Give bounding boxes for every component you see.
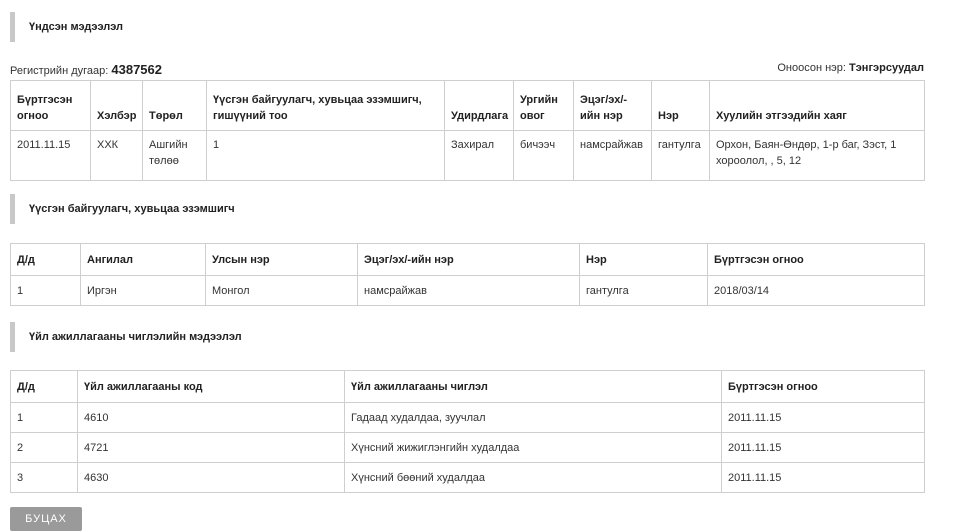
header-activity-direction: Үйл ажиллагааны чиглэл [345, 371, 722, 403]
founder-table [10, 243, 925, 306]
header-activity-code: Үйл ажиллагааны код [78, 371, 345, 403]
table-row [11, 463, 925, 493]
cell-activity-direction: Хүнсний жижиглэнгийн худалдаа [345, 433, 722, 463]
header-index: Д/д [11, 244, 81, 276]
registration-number [10, 62, 162, 77]
company-name-label: Оноосон нэр: [777, 62, 846, 74]
header-parent-name: Эцэг/эх/-ийн нэр [358, 244, 580, 276]
table-row [11, 403, 925, 433]
table-header-row [11, 81, 925, 131]
header-name: Нэр [652, 81, 710, 131]
cell-address: Орхон, Баян-Өндөр, 1-р баг, Зэст, 1 хороолол, , 5, 12 [710, 131, 925, 181]
cell-activity-code: 4721 [78, 433, 345, 463]
activity-section-title: Үйл ажиллагааны чиглэлийн мэдээлэл [10, 322, 242, 352]
cell-family-name: бичээч [514, 131, 574, 181]
header-name: Нэр [580, 244, 708, 276]
header-registered-date: Бүртгэсэн огноо [708, 244, 925, 276]
header-family-name: Ургийн овог [514, 81, 574, 131]
table-header-row [11, 244, 925, 276]
header-management: Удирдлага [445, 81, 514, 131]
header-founder-count: Үүсгэн байгуулагч, хувьцаа эзэмшигч, гишүүний тоо [207, 81, 445, 131]
header-form: Хэлбэр [91, 81, 143, 131]
cell-activity-code: 4630 [78, 463, 345, 493]
cell-category: Иргэн [81, 276, 206, 306]
cell-index: 3 [11, 463, 78, 493]
registration-label: Регистрийн дугаар: [10, 65, 109, 77]
back-button[interactable]: БУЦАХ [10, 507, 82, 531]
cell-index: 1 [11, 403, 78, 433]
registration-line [10, 62, 924, 78]
table-row [11, 276, 925, 306]
cell-name: гантулга [580, 276, 708, 306]
cell-country: Монгол [206, 276, 358, 306]
cell-activity-direction: Хүнсний бөөний худалдаа [345, 463, 722, 493]
cell-type: Ашгийн төлөө [143, 131, 207, 181]
cell-parent-name: намсрайжав [574, 131, 652, 181]
activity-table [10, 370, 925, 493]
cell-activity-code: 4610 [78, 403, 345, 433]
cell-registered-date: 2018/03/14 [708, 276, 925, 306]
header-country: Улсын нэр [206, 244, 358, 276]
cell-index: 1 [11, 276, 81, 306]
header-type: Төрөл [143, 81, 207, 131]
cell-founder-count: 1 [207, 131, 445, 181]
company-name [777, 62, 924, 74]
header-registered-date: Бүртгэсэн огноо [722, 371, 925, 403]
founder-section-title: Үүсгэн байгуулагч, хувьцаа эзэмшигч [10, 194, 235, 224]
company-name-value: Тэнгэрсуудал [849, 62, 924, 74]
main-info-table [10, 80, 925, 181]
registration-value: 4387562 [111, 62, 162, 77]
cell-registered-date: 2011.11.15 [722, 403, 925, 433]
cell-name: гантулга [652, 131, 710, 181]
cell-registered-date: 2011.11.15 [722, 463, 925, 493]
header-category: Ангилал [81, 244, 206, 276]
cell-parent-name: намсрайжав [358, 276, 580, 306]
cell-management: Захирал [445, 131, 514, 181]
table-header-row [11, 371, 925, 403]
cell-index: 2 [11, 433, 78, 463]
cell-activity-direction: Гадаад худалдаа, зуучлал [345, 403, 722, 433]
cell-form: ХХК [91, 131, 143, 181]
table-row [11, 131, 925, 181]
header-parent-name: Эцэг/эх/-ийн нэр [574, 81, 652, 131]
header-address: Хуулийн этгээдийн хаяг [710, 81, 925, 131]
cell-registered-date: 2011.11.15 [11, 131, 91, 181]
header-index: Д/д [11, 371, 78, 403]
header-registered-date: Бүртгэсэн огноо [11, 81, 91, 131]
main-info-title: Үндсэн мэдээлэл [10, 12, 123, 42]
cell-registered-date: 2011.11.15 [722, 433, 925, 463]
table-row [11, 433, 925, 463]
